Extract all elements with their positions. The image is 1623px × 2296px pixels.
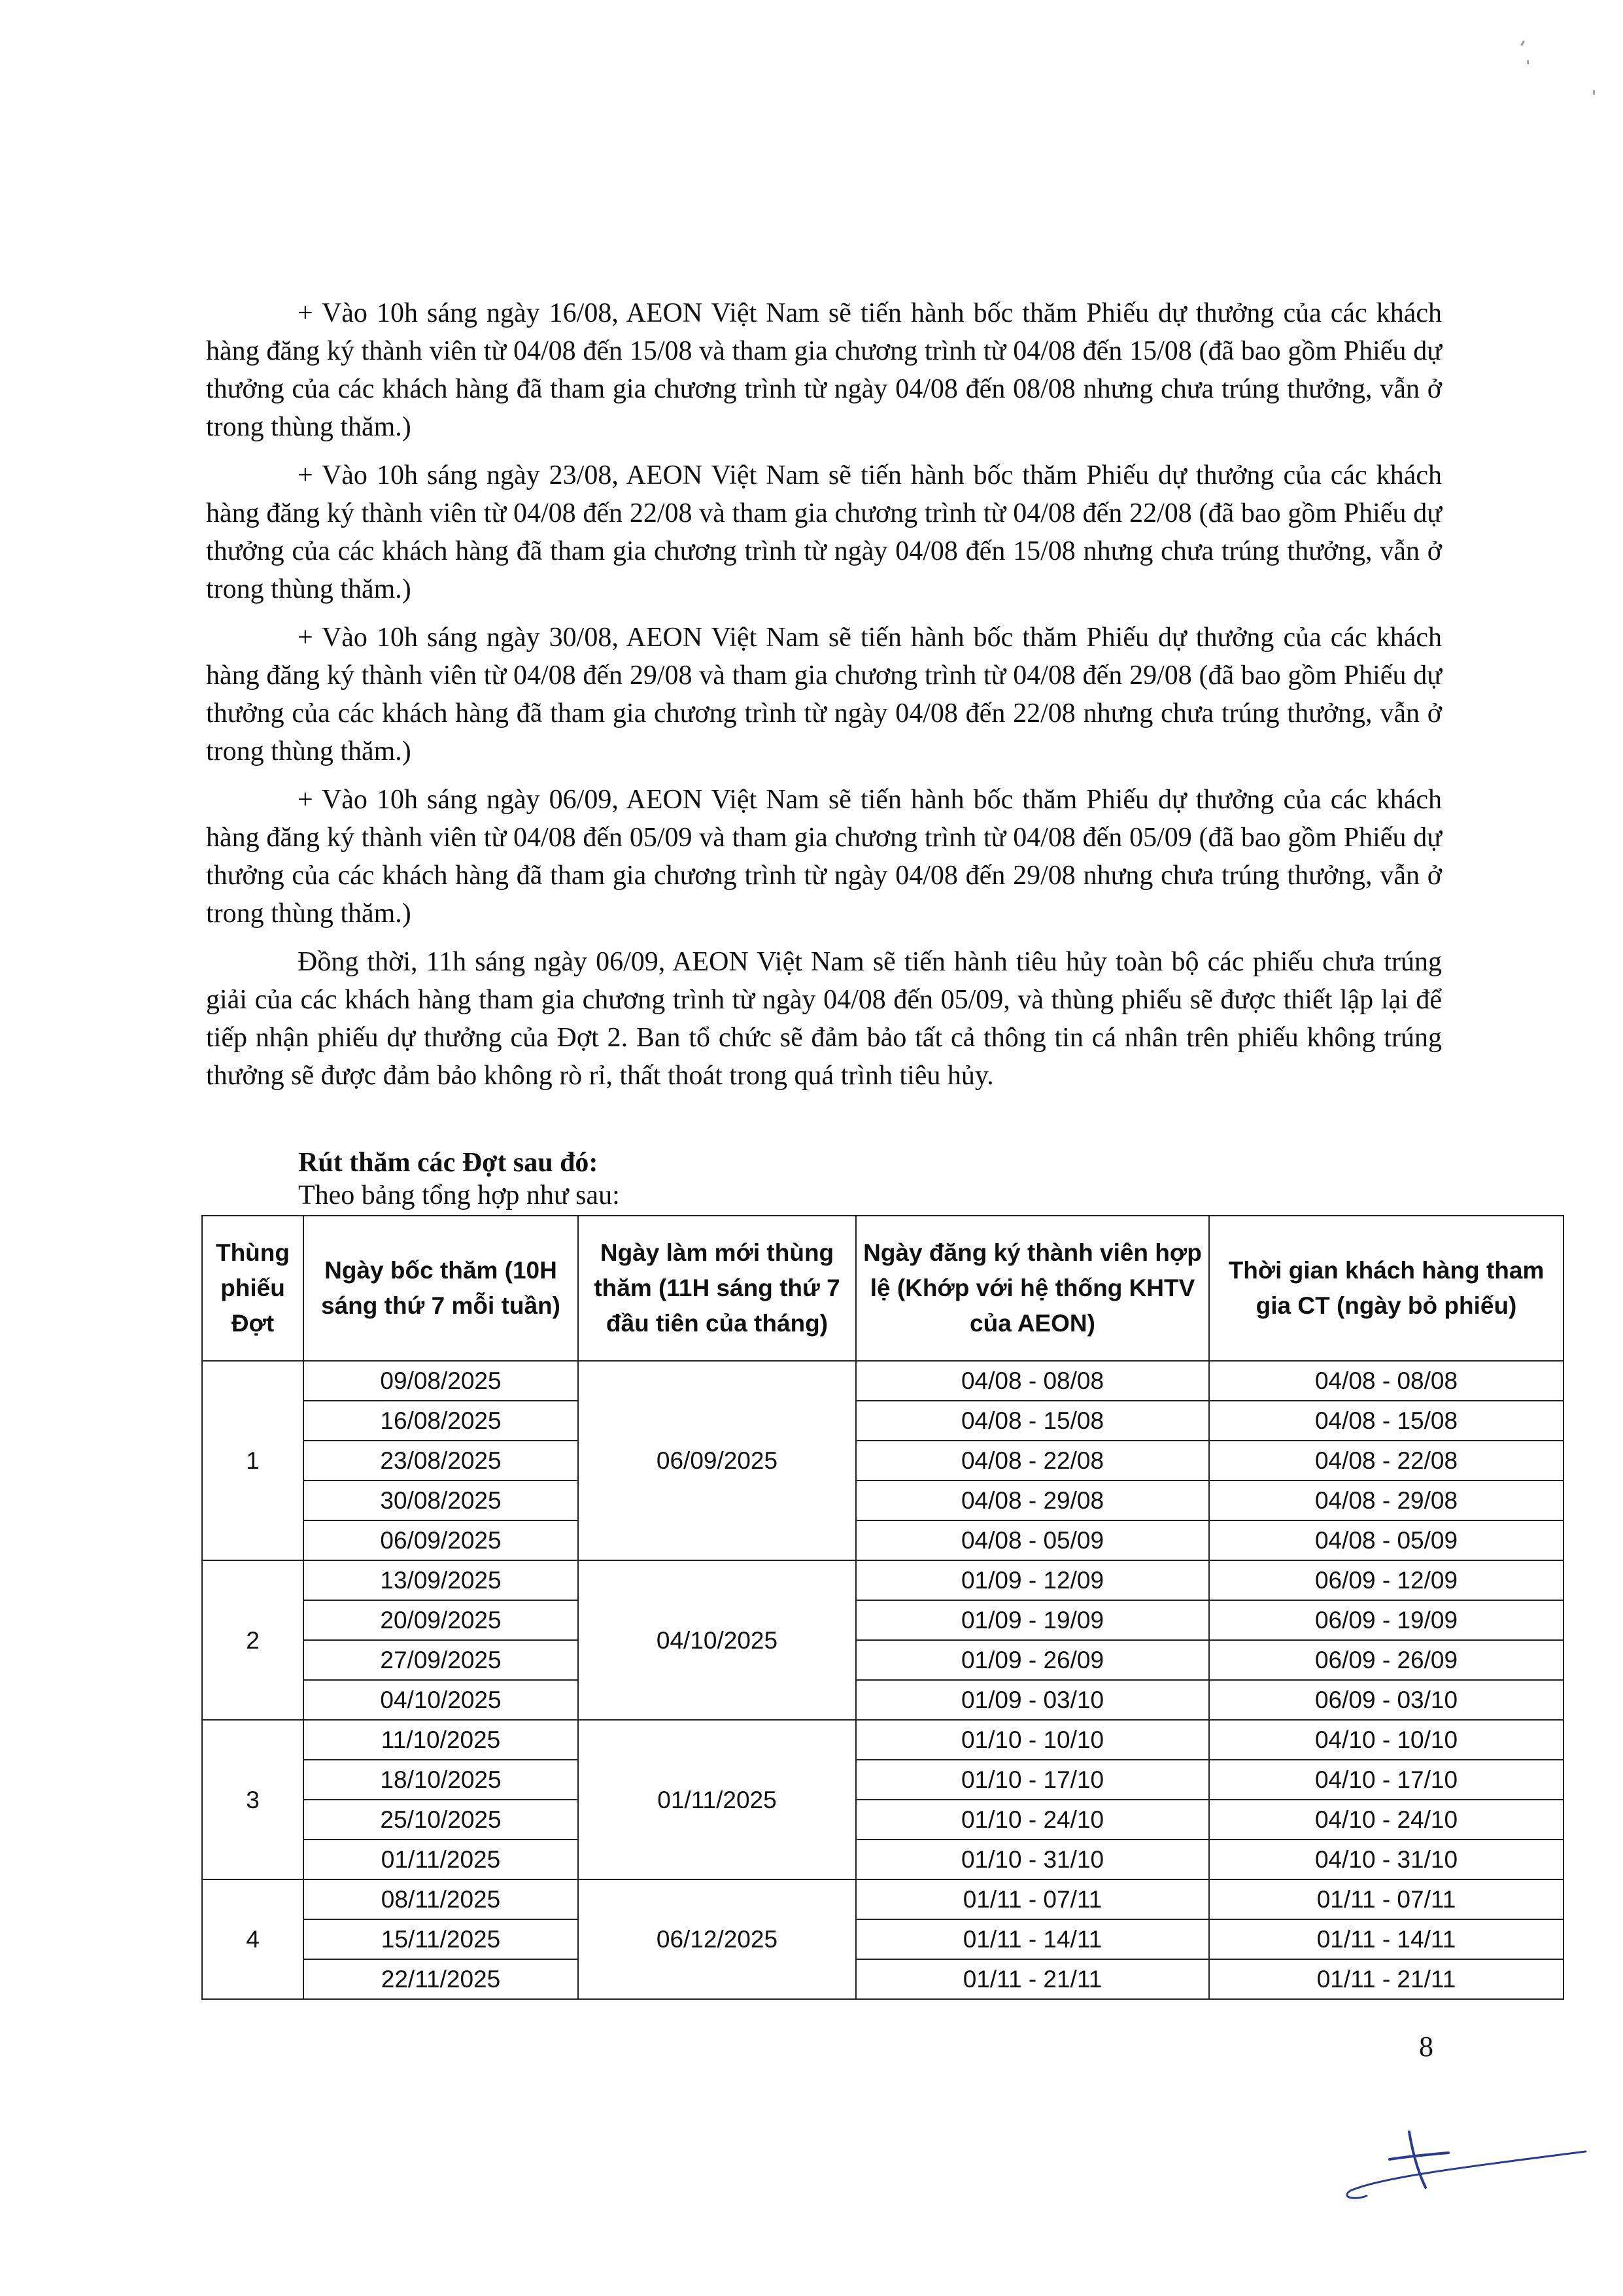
- cell-draw-date: 23/08/2025: [303, 1441, 578, 1481]
- table-row: [202, 1600, 1563, 1640]
- cell-registration-period: 01/09 - 26/09: [856, 1640, 1209, 1680]
- cell-refresh-date: 01/11/2025: [578, 1720, 856, 1879]
- cell-draw-date: 25/10/2025: [303, 1800, 578, 1840]
- cell-draw-date: 01/11/2025: [303, 1840, 578, 1879]
- scan-speck: [1593, 90, 1595, 95]
- cell-registration-period: 04/08 - 08/08: [856, 1361, 1209, 1401]
- cell-registration-period: 01/10 - 24/10: [856, 1800, 1209, 1840]
- cell-participation-period: 01/11 - 21/11: [1209, 1959, 1563, 1999]
- cell-participation-period: 04/08 - 15/08: [1209, 1401, 1563, 1441]
- table-row: [202, 1720, 1563, 1760]
- cell-draw-date: 08/11/2025: [303, 1879, 578, 1919]
- cell-batch: 4: [202, 1879, 303, 1999]
- table-row: [202, 1640, 1563, 1680]
- cell-draw-date: 18/10/2025: [303, 1760, 578, 1800]
- cell-registration-period: 01/09 - 19/09: [856, 1600, 1209, 1640]
- cell-registration-period: 01/11 - 21/11: [856, 1959, 1209, 1999]
- cell-draw-date: 27/09/2025: [303, 1640, 578, 1680]
- cell-participation-period: 06/09 - 19/09: [1209, 1600, 1563, 1640]
- cell-refresh-date: 04/10/2025: [578, 1560, 856, 1720]
- paragraph-draw-23-08: + Vào 10h sáng ngày 23/08, AEON Việt Nam sẽ tiến hành bốc thăm Phiếu dự thưởng của các khách hàng đăng ký thành viên từ 04/08 đến 22/08 và tham gia chương trình từ 04/08 đến 22/08 (đã bao gồm Phiếu dự thưởng của các khách hàng đã tham gia chương trình từ ngày 04/08 đến 15/08 nhưng chưa trúng thưởng, vẫn ở trong thùng thăm.): [206, 460, 1442, 604]
- cell-participation-period: 01/11 - 14/11: [1209, 1919, 1563, 1959]
- cell-registration-period: 01/09 - 12/09: [856, 1560, 1209, 1600]
- cell-registration-period: 01/11 - 14/11: [856, 1919, 1209, 1959]
- cell-participation-period: 06/09 - 12/09: [1209, 1560, 1563, 1600]
- cell-registration-period: 04/08 - 22/08: [856, 1441, 1209, 1481]
- cell-registration-period: 01/11 - 07/11: [856, 1879, 1209, 1919]
- paragraph-draw-30-08: + Vào 10h sáng ngày 30/08, AEON Việt Nam sẽ tiến hành bốc thăm Phiếu dự thưởng của các khách hàng đăng ký thành viên từ 04/08 đến 29/08 và tham gia chương trình từ 04/08 đến 29/08 (đã bao gồm Phiếu dự thưởng của các khách hàng đã tham gia chương trình từ ngày 04/08 đến 22/08 nhưng chưa trúng thưởng, vẫn ở trong thùng thăm.): [206, 623, 1442, 766]
- paragraph-draw-16-08: + Vào 10h sáng ngày 16/08, AEON Việt Nam sẽ tiến hành bốc thăm Phiếu dự thưởng của các khách hàng đăng ký thành viên từ 04/08 đến 15/08 và tham gia chương trình từ 04/08 đến 15/08 (đã bao gồm Phiếu dự thưởng của các khách hàng đã tham gia chương trình từ ngày 04/08 đến 08/08 nhưng chưa trúng thưởng, vẫn ở trong thùng thăm.): [206, 298, 1442, 442]
- cell-draw-date: 09/08/2025: [303, 1361, 578, 1401]
- table-row: [202, 1520, 1563, 1560]
- header-draw-date: Ngày bốc thăm (10H sáng thứ 7 mỗi tuần): [303, 1216, 578, 1361]
- cell-registration-period: 01/09 - 03/10: [856, 1680, 1209, 1720]
- table-header-row: [202, 1216, 1563, 1361]
- cell-draw-date: 06/09/2025: [303, 1520, 578, 1560]
- table-row: [202, 1441, 1563, 1481]
- paragraph-draw-06-09: + Vào 10h sáng ngày 06/09, AEON Việt Nam sẽ tiến hành bốc thăm Phiếu dự thưởng của các khách hàng đăng ký thành viên từ 04/08 đến 05/09 và tham gia chương trình từ 04/08 đến 05/09 (đã bao gồm Phiếu dự thưởng của các khách hàng đã tham gia chương trình từ ngày 04/08 đến 29/08 nhưng chưa trúng thưởng, vẫn ở trong thùng thăm.): [206, 785, 1442, 929]
- header-batch: Thùng phiếu Đợt: [202, 1216, 303, 1361]
- table-row: [202, 1879, 1563, 1919]
- table-row: [202, 1401, 1563, 1441]
- cell-registration-period: 01/10 - 31/10: [856, 1840, 1209, 1879]
- cell-draw-date: 16/08/2025: [303, 1401, 578, 1441]
- header-refresh-date: Ngày làm mới thùng thăm (11H sáng thứ 7 đầu tiên của tháng): [578, 1216, 856, 1361]
- cell-refresh-date: 06/12/2025: [578, 1879, 856, 1999]
- cell-draw-date: 13/09/2025: [303, 1560, 578, 1600]
- section-heading: Rút thăm các Đợt sau đó:: [298, 1148, 598, 1178]
- table-row: [202, 1680, 1563, 1720]
- cell-refresh-date: 06/09/2025: [578, 1361, 856, 1560]
- cell-registration-period: 04/08 - 15/08: [856, 1401, 1209, 1441]
- table-body: [202, 1361, 1563, 1999]
- signature-mark: [1327, 2119, 1602, 2210]
- cell-participation-period: 04/08 - 22/08: [1209, 1441, 1563, 1481]
- table-row: [202, 1959, 1563, 1999]
- cell-participation-period: 04/10 - 10/10: [1209, 1720, 1563, 1760]
- cell-registration-period: 01/10 - 17/10: [856, 1760, 1209, 1800]
- cell-participation-period: 04/10 - 24/10: [1209, 1800, 1563, 1840]
- cell-registration-period: 01/10 - 10/10: [856, 1720, 1209, 1760]
- table-row: [202, 1560, 1563, 1600]
- table-row: [202, 1840, 1563, 1879]
- header-registration-period: Ngày đăng ký thành viên hợp lệ (Khớp với hệ thống KHTV của AEON): [856, 1216, 1209, 1361]
- table-row: [202, 1919, 1563, 1959]
- header-participation-period: Thời gian khách hàng tham gia CT (ngày bỏ phiếu): [1209, 1216, 1563, 1361]
- draw-schedule-table: [201, 1215, 1564, 2000]
- cell-draw-date: 30/08/2025: [303, 1481, 578, 1520]
- table-row: [202, 1800, 1563, 1840]
- page-number: 8: [1419, 2030, 1433, 2063]
- table-row: [202, 1481, 1563, 1520]
- cell-draw-date: 04/10/2025: [303, 1680, 578, 1720]
- cell-draw-date: 22/11/2025: [303, 1959, 578, 1999]
- cell-registration-period: 04/08 - 29/08: [856, 1481, 1209, 1520]
- cell-participation-period: 04/08 - 05/09: [1209, 1520, 1563, 1560]
- cell-participation-period: 06/09 - 26/09: [1209, 1640, 1563, 1680]
- cell-draw-date: 20/09/2025: [303, 1600, 578, 1640]
- cell-participation-period: 04/08 - 08/08: [1209, 1361, 1563, 1401]
- cell-batch: 3: [202, 1720, 303, 1879]
- paragraph-destruction-notice: Đồng thời, 11h sáng ngày 06/09, AEON Việt Nam sẽ tiến hành tiêu hủy toàn bộ các phiếu chưa trúng giải của các khách hàng tham gia chương trình từ ngày 04/08 đến 05/09, và thùng phiếu sẽ được thiết lập lại để tiếp nhận phiếu dự thưởng của Đợt 2. Ban tổ chức sẽ đảm bảo tất cả thông tin cá nhân trên phiếu không trúng thưởng sẽ được đảm bảo không rò rỉ, thất thoát trong quá trình tiêu hủy.: [206, 947, 1442, 1091]
- cell-participation-period: 04/10 - 17/10: [1209, 1760, 1563, 1800]
- cell-participation-period: 04/08 - 29/08: [1209, 1481, 1563, 1520]
- section-subline: Theo bảng tổng hợp như sau:: [298, 1180, 620, 1210]
- cell-participation-period: 04/10 - 31/10: [1209, 1840, 1563, 1879]
- scan-speck: [1520, 41, 1525, 46]
- cell-draw-date: 11/10/2025: [303, 1720, 578, 1760]
- table-row: [202, 1760, 1563, 1800]
- cell-batch: 1: [202, 1361, 303, 1560]
- table-row: [202, 1361, 1563, 1401]
- cell-participation-period: 06/09 - 03/10: [1209, 1680, 1563, 1720]
- cell-registration-period: 04/08 - 05/09: [856, 1520, 1209, 1560]
- cell-batch: 2: [202, 1560, 303, 1720]
- scan-speck: [1527, 60, 1529, 64]
- cell-draw-date: 15/11/2025: [303, 1919, 578, 1959]
- cell-participation-period: 01/11 - 07/11: [1209, 1879, 1563, 1919]
